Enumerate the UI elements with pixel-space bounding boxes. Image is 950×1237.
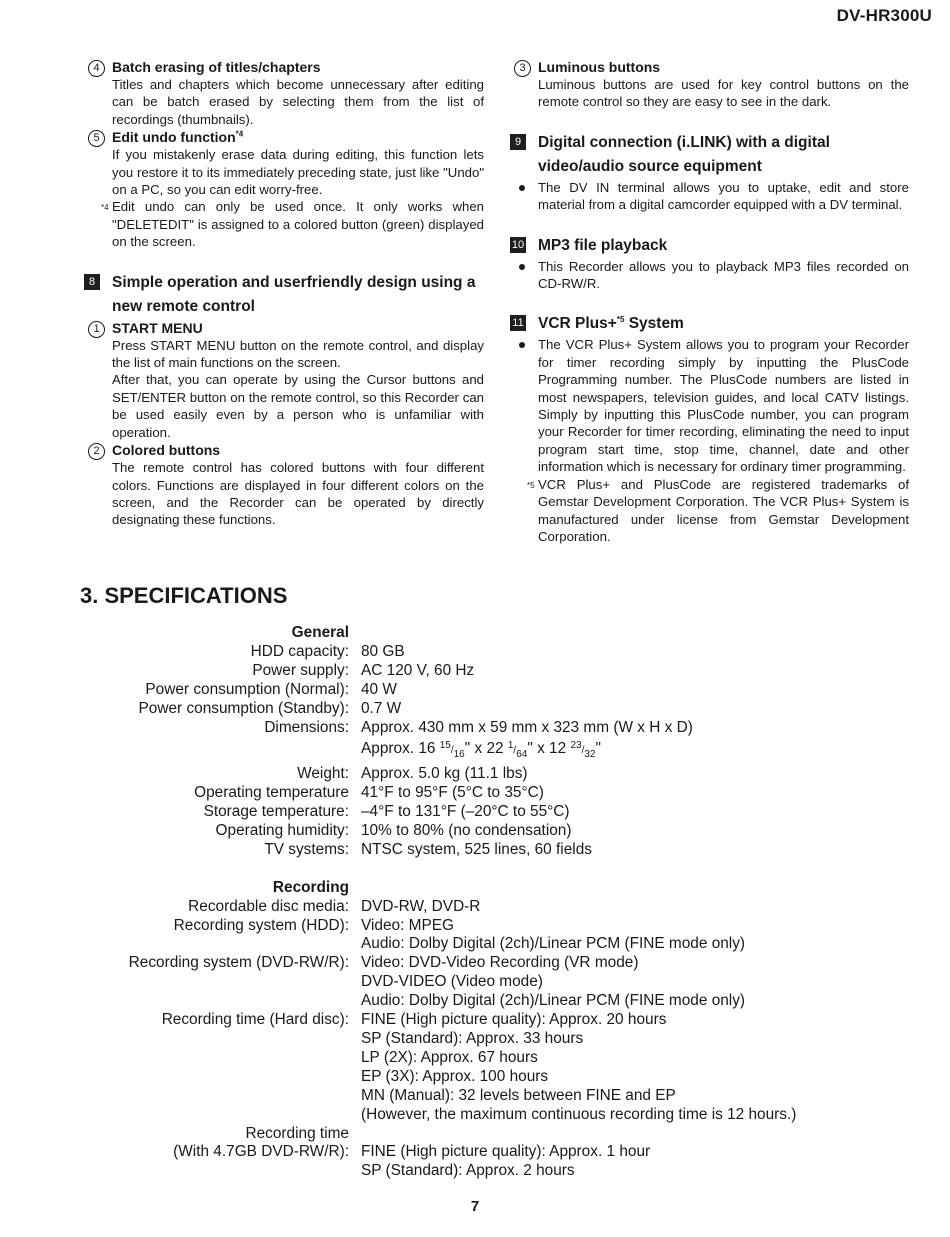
bullet-icon	[519, 264, 525, 270]
spec-row: (With 4.7GB DVD-RW/R): FINE (High picture quality): Approx. 1 hour	[173, 1143, 651, 1161]
section-11	[510, 312, 909, 336]
spec-row: Dimensions: Approx. 430 mm x 59 mm x 323 mm (W x H x D)	[264, 718, 693, 736]
item-body: Press START MENU button on the remote control, and display the list of main functions on the screen.	[112, 337, 484, 371]
spec-row: Recording time	[245, 1124, 349, 1142]
bullet-text: The VCR Plus+ System allows you to program your Recorder for timer recording simply by inputting the PlusCode Programming number. The PlusCode numbers are listed in most newspapers, television guides, and local CATV listings. Simply by inputting this PlusCode number, you can program your Recorder for timer recording, eliminating the need to input program start time, stop time, channel, date and other information which is necessary for ordinary timer programming.	[538, 337, 909, 475]
item-body: If you mistakenly erase data during editing, this function lets you restore it to its immediately preceding state, just like "Undo" on a PC, so you can edit worry-free.	[112, 147, 484, 198]
bullet-text: This Recorder allows you to playback MP3 files recorded on CD-RW/R.	[538, 258, 909, 292]
spec-row: MN (Manual): 32 levels between FINE and EP	[361, 1086, 676, 1104]
footnote-ref: *4	[235, 129, 244, 139]
spec-row: SP (Standard): Approx. 33 hours	[361, 1030, 584, 1048]
item-number: 1	[88, 321, 105, 338]
section-title	[538, 312, 909, 336]
bullet-item	[510, 336, 909, 475]
bullet-text: The DV IN terminal allows you to uptake, edit and store material from a digital camcorder equipped with a DV terminal.	[538, 179, 909, 213]
feature-batch-erasing	[84, 58, 484, 128]
item-title: Batch erasing of titles/chapters	[112, 59, 321, 75]
spec-row: Recording system (DVD-RW/R): Video: DVD-Video Recording (VR mode)	[128, 954, 639, 972]
dimensions-inches: Approx. 16 15/16" x 22 1/64" x 12 23/32"	[361, 740, 601, 761]
footnote-mark: *5	[527, 480, 535, 490]
spec-row: Audio: Dolby Digital (2ch)/Linear PCM (FINE mode only)	[361, 992, 746, 1010]
section-8	[84, 271, 484, 319]
model-number: DV-HR300U	[836, 6, 932, 25]
item-title-text: Edit undo function	[112, 129, 236, 146]
spec-row: Storage temperature: –4°F to 131°F (–20°C to 55°C)	[203, 803, 570, 821]
spec-row: Audio: Dolby Digital (2ch)/Linear PCM (FINE mode only)	[361, 935, 746, 953]
feature-start-menu	[84, 319, 484, 441]
spec-row: SP (Standard): Approx. 2 hours	[361, 1162, 575, 1180]
item-number: 2	[88, 443, 105, 460]
spec-row: Recording time (Hard disc): FINE (High picture quality): Approx. 20 hours	[161, 1011, 667, 1029]
section-number-badge: 9	[510, 134, 526, 150]
footnote	[510, 476, 909, 546]
bullet-icon	[519, 185, 525, 191]
spec-row	[0, 737, 950, 765]
section-title-text: VCR Plus+	[538, 315, 617, 333]
section-title-end: System	[624, 315, 684, 333]
item-body: Luminous buttons are used for key control buttons on the remote control so they are easy to see in the dark.	[538, 77, 909, 110]
spec-row: Operating humidity: 10% to 80% (no condensation)	[215, 822, 572, 840]
section-title: Digital connection (i.LINK) with a digital video/audio source equipment	[538, 133, 830, 175]
footnote	[84, 198, 484, 250]
footnote-text: Edit undo can only be used once. It only works when "DELETEDIT" is assigned to a colored button (green) displayed on the screen.	[112, 199, 484, 250]
spec-row: TV systems: NTSC system, 525 lines, 60 fields	[264, 840, 592, 858]
bullet-item	[510, 179, 909, 214]
item-body: After that, you can operate by using the Cursor buttons and SET/ENTER button on the remote control, so this Recorder can be used easily even by a person who is unfamiliar with operation.	[112, 372, 484, 440]
group-header-recording: Recording	[272, 878, 349, 896]
item-number: 3	[514, 60, 531, 77]
spec-row: Recording system (HDD): Video: MPEG	[173, 916, 454, 934]
group-header-general: General	[291, 624, 349, 641]
item-title: Colored buttons	[112, 442, 221, 459]
section-number-badge: 11	[510, 315, 526, 331]
spec-row: DVD-VIDEO (Video mode)	[361, 973, 543, 991]
spacer	[0, 860, 950, 879]
spec-row: Power consumption (Standby): 0.7 W	[138, 699, 402, 717]
page-number: 7	[470, 1198, 480, 1215]
item-body: The remote control has colored buttons with four different colors. Functions are displayed in four different colors on the screen, and the Recorder can be operated by directly designating these functions.	[112, 460, 484, 528]
right-column	[510, 58, 909, 545]
section-title: Simple operation and userfriendly design using a new remote control	[112, 273, 476, 315]
spec-row: LP (2X): Approx. 67 hours	[361, 1048, 538, 1066]
section-9	[510, 131, 909, 179]
spec-row: HDD capacity: 80 GB	[250, 642, 405, 660]
item-body: Titles and chapters which become unnecessary after editing can be batch erased by selecting them from the list of recordings (thumbnails).	[112, 77, 484, 127]
item-number: 5	[88, 130, 105, 147]
footnote-ref: *5	[616, 315, 625, 325]
spec-row: Recordable disc media: DVD-RW, DVD-R	[188, 897, 481, 915]
spec-row: Weight: Approx. 5.0 kg (11.1 lbs)	[297, 765, 528, 783]
bullet-item	[510, 258, 909, 293]
spec-row: Power consumption (Normal): 40 W	[145, 680, 397, 698]
specifications-heading: 3. SPECIFICATIONS	[80, 583, 288, 608]
footnote-mark: *4	[101, 203, 109, 213]
feature-luminous-buttons	[510, 58, 909, 111]
feature-edit-undo	[84, 128, 484, 198]
footnote-text: VCR Plus+ and PlusCode are registered trademarks of Gemstar Development Corporation. The VCR Plus+ System is manufactured under license from Gemstar Development Corporation.	[538, 476, 909, 544]
spec-row: Power supply: AC 120 V, 60 Hz	[252, 661, 475, 679]
section-title: MP3 file playback	[538, 236, 668, 254]
bullet-icon	[519, 342, 525, 348]
section-number-badge: 8	[84, 274, 100, 290]
left-column	[84, 58, 484, 529]
spec-row: (However, the maximum continuous recording time is 12 hours.)	[361, 1105, 797, 1123]
feature-colored-buttons	[84, 441, 484, 529]
item-number: 4	[88, 60, 105, 77]
section-number-badge: 10	[511, 238, 525, 251]
item-title	[112, 128, 484, 146]
section-10	[510, 234, 909, 258]
specifications-table	[0, 624, 950, 1181]
spec-row: Operating temperature 41°F to 95°F (5°C to 35°C)	[194, 784, 544, 802]
spec-row: EP (3X): Approx. 100 hours	[361, 1067, 549, 1085]
item-title: Luminous buttons	[538, 59, 661, 75]
item-title: START MENU	[112, 319, 203, 336]
